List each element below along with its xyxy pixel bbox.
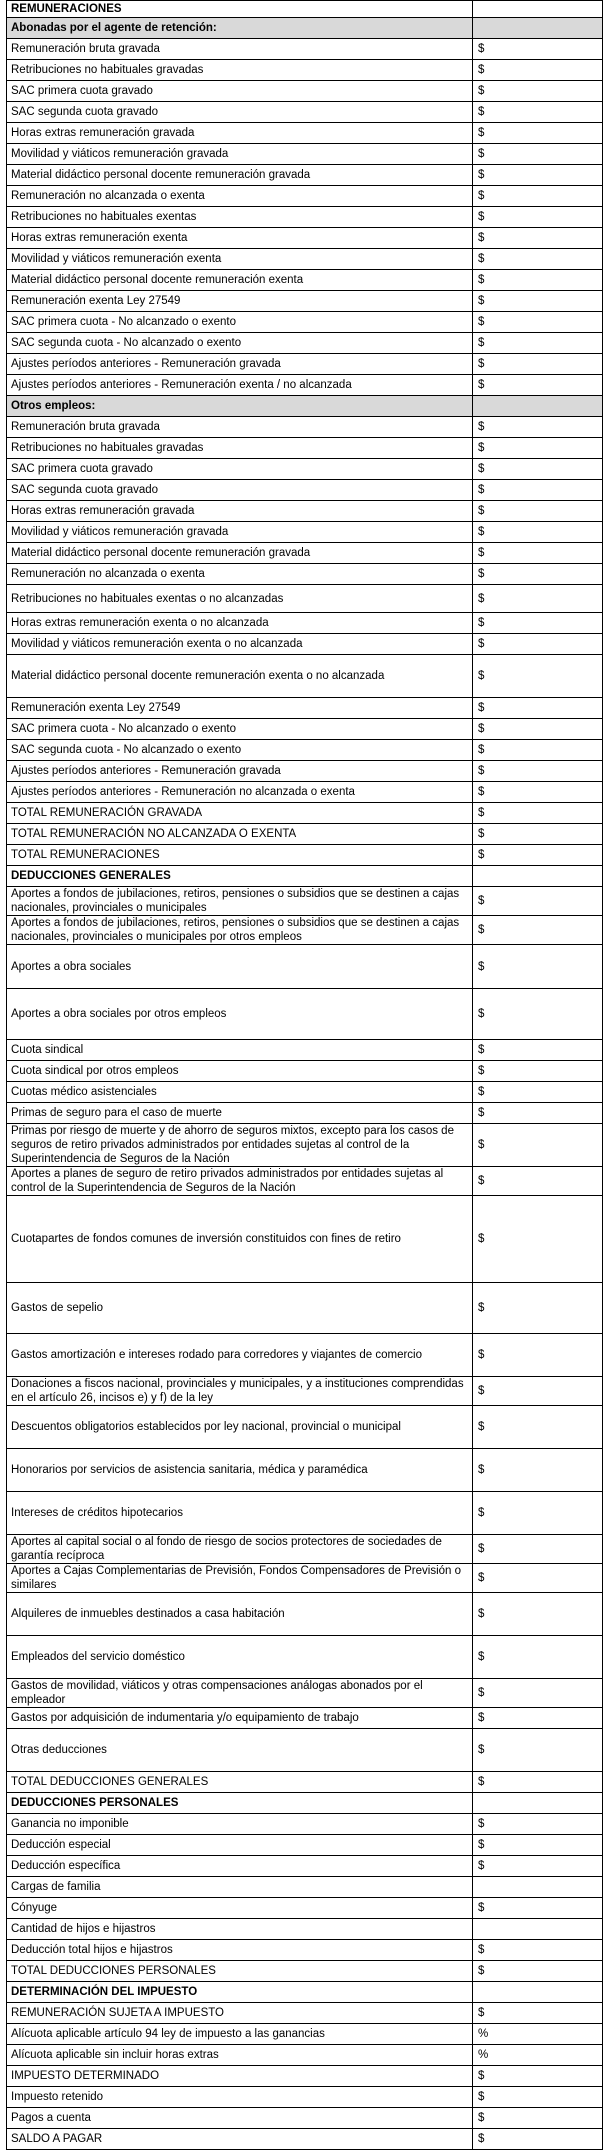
row-label: TOTAL REMUNERACIÓN NO ALCANZADA O EXENTA — [7, 824, 473, 845]
row-label: Retribuciones no habituales exentas o no alcanzadas — [7, 585, 473, 613]
row-label: Honorarios por servicios de asistencia sanitaria, médica y paramédica — [7, 1449, 473, 1492]
value-field[interactable]: $ — [473, 228, 603, 249]
value-field[interactable]: $ — [473, 1040, 603, 1061]
value-field[interactable]: $ — [473, 1196, 603, 1283]
table-row — [7, 522, 603, 543]
value-field[interactable]: $ — [473, 39, 603, 60]
row-label: SAC primera cuota gravado — [7, 459, 473, 480]
value-field[interactable]: $ — [473, 1082, 603, 1103]
row-label: SAC primera cuota gravado — [7, 81, 473, 102]
table-row — [7, 1919, 603, 1940]
row-label: Remuneración exenta Ley 27549 — [7, 698, 473, 719]
section-header-deducciones-personales — [7, 1793, 603, 1814]
table-row — [7, 1898, 603, 1919]
row-label: Movilidad y viáticos remuneración exenta — [7, 249, 473, 270]
row-label: Remuneración no alcanzada o exenta — [7, 186, 473, 207]
table-row — [7, 803, 603, 824]
value-field[interactable]: $ — [473, 2108, 603, 2129]
table-row — [7, 1636, 603, 1679]
row-label: Pagos a cuenta — [7, 2108, 473, 2129]
table-row — [7, 39, 603, 60]
value-field[interactable]: $ — [473, 1729, 603, 1772]
row-label: Gastos por adquisición de indumentaria y/o equipamiento de trabajo — [7, 1708, 473, 1729]
value-field[interactable]: $ — [473, 1334, 603, 1377]
table-row — [7, 585, 603, 613]
table-row — [7, 2045, 603, 2066]
row-label: Impuesto retenido — [7, 2087, 473, 2108]
table-row — [7, 1877, 603, 1898]
table-row — [7, 761, 603, 782]
row-label: Alícuota aplicable sin incluir horas extras — [7, 2045, 473, 2066]
value-field[interactable]: $ — [473, 1535, 603, 1564]
table-row — [7, 501, 603, 522]
value-field[interactable]: $ — [473, 438, 603, 459]
value-field[interactable]: $ — [473, 144, 603, 165]
row-label: Movilidad y viáticos remuneración gravada — [7, 522, 473, 543]
table-row — [7, 333, 603, 354]
row-label: Gastos amortización e intereses rodado para corredores y viajantes de comercio — [7, 1334, 473, 1377]
row-label: Abonadas por el agente de retención: — [7, 18, 473, 39]
empty-cell — [473, 1, 603, 18]
table-row — [7, 249, 603, 270]
value-field[interactable]: $ — [473, 1406, 603, 1449]
row-label: SAC segunda cuota - No alcanzado o exento — [7, 333, 473, 354]
value-field[interactable]: $ — [473, 1167, 603, 1196]
row-label: Descuentos obligatorios establecidos por ley nacional, provincial o municipal — [7, 1406, 473, 1449]
table-row — [7, 459, 603, 480]
value-field[interactable]: $ — [473, 564, 603, 585]
row-label: Remuneración no alcanzada o exenta — [7, 564, 473, 585]
row-label: Otras deducciones — [7, 1729, 473, 1772]
value-field[interactable]: $ — [473, 60, 603, 81]
row-label: Ajustes períodos anteriores - Remuneración gravada — [7, 354, 473, 375]
table-row — [7, 2087, 603, 2108]
table-row — [7, 1124, 603, 1167]
table-row — [7, 655, 603, 698]
table-row — [7, 782, 603, 803]
table-row — [7, 2066, 603, 2087]
row-label: Horas extras remuneración gravada — [7, 501, 473, 522]
row-label: Aportes a planes de seguro de retiro privados administrados por entidades sujetas al control de la Superintendencia de Seguros de la Nación — [7, 1167, 473, 1196]
row-label: Gastos de sepelio — [7, 1283, 473, 1334]
row-label: Ajustes períodos anteriores - Remuneración exenta / no alcanzada — [7, 375, 473, 396]
value-field[interactable]: $ — [473, 102, 603, 123]
table-row — [7, 102, 603, 123]
row-label: Remuneración exenta Ley 27549 — [7, 291, 473, 312]
table-row — [7, 1729, 603, 1772]
table-row — [7, 207, 603, 228]
row-label: Deducción específica — [7, 1856, 473, 1877]
table-row — [7, 1492, 603, 1535]
row-label: Ajustes períodos anteriores - Remuneración gravada — [7, 761, 473, 782]
value-field[interactable] — [473, 1877, 603, 1898]
value-field[interactable]: % — [473, 2045, 603, 2066]
table-row — [7, 1334, 603, 1377]
row-label: DEDUCCIONES PERSONALES — [7, 1793, 473, 1814]
value-field[interactable]: $ — [473, 312, 603, 333]
table-row — [7, 438, 603, 459]
row-label: IMPUESTO DETERMINADO — [7, 2066, 473, 2087]
value-field[interactable]: $ — [473, 887, 603, 916]
row-label: Ajustes períodos anteriores - Remuneración no alcanzada o exenta — [7, 782, 473, 803]
row-label: Movilidad y viáticos remuneración gravada — [7, 144, 473, 165]
row-label: Remuneración bruta gravada — [7, 39, 473, 60]
value-field[interactable]: $ — [473, 824, 603, 845]
value-field[interactable]: $ — [473, 655, 603, 698]
table-row — [7, 1835, 603, 1856]
table-row — [7, 845, 603, 866]
value-field[interactable]: $ — [473, 1961, 603, 1982]
value-field[interactable]: $ — [473, 945, 603, 989]
value-field[interactable]: $ — [473, 522, 603, 543]
table-row — [7, 1535, 603, 1564]
value-field[interactable]: $ — [473, 803, 603, 824]
value-field[interactable]: $ — [473, 1103, 603, 1124]
row-label: TOTAL DEDUCCIONES GENERALES — [7, 1772, 473, 1793]
row-label: Movilidad y viáticos remuneración exenta o no alcanzada — [7, 634, 473, 655]
row-label: SALDO A PAGAR — [7, 2129, 473, 2150]
row-label: Gastos de movilidad, viáticos y otras compensaciones análogas abonados por el empleador — [7, 1679, 473, 1708]
table-row — [7, 417, 603, 438]
empty-cell — [473, 396, 603, 417]
table-row — [7, 916, 603, 945]
table-row — [7, 2108, 603, 2129]
table-row — [7, 1167, 603, 1196]
empty-cell — [473, 866, 603, 887]
value-field[interactable]: $ — [473, 1593, 603, 1636]
value-field[interactable]: $ — [473, 480, 603, 501]
value-field[interactable]: $ — [473, 634, 603, 655]
value-field[interactable]: $ — [473, 417, 603, 438]
table-row — [7, 1679, 603, 1708]
row-label: Cuotas médico asistenciales — [7, 1082, 473, 1103]
table-row — [7, 719, 603, 740]
value-field[interactable]: $ — [473, 81, 603, 102]
value-field[interactable]: $ — [473, 501, 603, 522]
row-label: Cónyuge — [7, 1898, 473, 1919]
value-field[interactable]: $ — [473, 916, 603, 945]
row-label: Remuneración bruta gravada — [7, 417, 473, 438]
table-row — [7, 186, 603, 207]
table-row — [7, 1814, 603, 1835]
row-label: REMUNERACIONES — [7, 1, 473, 18]
row-label: Cantidad de hijos e hijastros — [7, 1919, 473, 1940]
value-field[interactable]: $ — [473, 1835, 603, 1856]
table-row — [7, 1196, 603, 1283]
value-field[interactable]: $ — [473, 459, 603, 480]
value-field[interactable]: $ — [473, 1772, 603, 1793]
value-field[interactable]: $ — [473, 207, 603, 228]
value-field[interactable]: % — [473, 2024, 603, 2045]
value-field[interactable]: $ — [473, 1940, 603, 1961]
value-field[interactable]: $ — [473, 1636, 603, 1679]
table-row — [7, 2003, 603, 2024]
row-label: Intereses de créditos hipotecarios — [7, 1492, 473, 1535]
table-row — [7, 354, 603, 375]
value-field[interactable]: $ — [473, 2087, 603, 2108]
value-field[interactable]: $ — [473, 1377, 603, 1406]
table-row — [7, 81, 603, 102]
row-label: TOTAL REMUNERACIÓN GRAVADA — [7, 803, 473, 824]
empty-cell — [473, 1793, 603, 1814]
table-row — [7, 1377, 603, 1406]
table-row — [7, 165, 603, 186]
row-label: Deducción especial — [7, 1835, 473, 1856]
table-row — [7, 740, 603, 761]
value-field[interactable]: $ — [473, 1124, 603, 1167]
table-row — [7, 2024, 603, 2045]
row-label: TOTAL DEDUCCIONES PERSONALES — [7, 1961, 473, 1982]
value-field[interactable]: $ — [473, 585, 603, 613]
section-header-remuneraciones — [7, 1, 603, 18]
row-label: Horas extras remuneración gravada — [7, 123, 473, 144]
value-field[interactable]: $ — [473, 761, 603, 782]
table-row — [7, 312, 603, 333]
table-row — [7, 123, 603, 144]
row-label: Deducción total hijos e hijastros — [7, 1940, 473, 1961]
value-field[interactable]: $ — [473, 613, 603, 634]
value-field[interactable]: $ — [473, 2003, 603, 2024]
table-row — [7, 634, 603, 655]
value-field[interactable]: $ — [473, 186, 603, 207]
table-row — [7, 1449, 603, 1492]
value-field[interactable]: $ — [473, 354, 603, 375]
table-row — [7, 144, 603, 165]
table-row — [7, 989, 603, 1040]
table-row — [7, 945, 603, 989]
table-row — [7, 564, 603, 585]
table-row — [7, 1061, 603, 1082]
value-field[interactable]: $ — [473, 782, 603, 803]
row-label: Primas por riesgo de muerte y de ahorro de seguros mixtos, excepto para los casos de seguros de retiro privados administrados por entidades sujetas al control de la Superintendencia de Seguros de la Nación — [7, 1124, 473, 1167]
value-field[interactable]: $ — [473, 1856, 603, 1877]
row-label: Retribuciones no habituales exentas — [7, 207, 473, 228]
row-label: SAC segunda cuota gravado — [7, 480, 473, 501]
table-row — [7, 270, 603, 291]
value-field[interactable]: $ — [473, 1898, 603, 1919]
row-label: SAC primera cuota - No alcanzado o exento — [7, 312, 473, 333]
row-label: Material didáctico personal docente remuneración gravada — [7, 543, 473, 564]
row-label: Aportes a obra sociales — [7, 945, 473, 989]
value-field[interactable]: $ — [473, 1283, 603, 1334]
table-row — [7, 1772, 603, 1793]
value-field[interactable]: $ — [473, 291, 603, 312]
row-label: TOTAL REMUNERACIONES — [7, 845, 473, 866]
row-label: Retribuciones no habituales gravadas — [7, 60, 473, 81]
row-label: Retribuciones no habituales gravadas — [7, 438, 473, 459]
table-row — [7, 1856, 603, 1877]
table-row — [7, 1082, 603, 1103]
value-field[interactable]: $ — [473, 375, 603, 396]
table-row — [7, 698, 603, 719]
value-field[interactable]: $ — [473, 270, 603, 291]
value-field[interactable]: $ — [473, 1708, 603, 1729]
table-row — [7, 1406, 603, 1449]
row-label: Ganancia no imponible — [7, 1814, 473, 1835]
row-label: Horas extras remuneración exenta — [7, 228, 473, 249]
empty-cell — [473, 1982, 603, 2003]
table-row — [7, 1708, 603, 1729]
table-row — [7, 1564, 603, 1593]
value-field[interactable]: $ — [473, 1061, 603, 1082]
value-field[interactable]: $ — [473, 1564, 603, 1593]
table-row — [7, 480, 603, 501]
value-field[interactable]: $ — [473, 2066, 603, 2087]
table-row — [7, 1593, 603, 1636]
tax-form-table — [6, 0, 603, 2150]
row-label: Aportes a obra sociales por otros empleos — [7, 989, 473, 1040]
row-label: Donaciones a fiscos nacional, provinciales y municipales, y a instituciones comprendidas en el artículo 26, incisos e) y f) de la ley — [7, 1377, 473, 1406]
table-row — [7, 1040, 603, 1061]
section-header-otros-empleos — [7, 396, 603, 417]
row-label: Material didáctico personal docente remuneración exenta — [7, 270, 473, 291]
row-label: Alícuota aplicable artículo 94 ley de impuesto a las ganancias — [7, 2024, 473, 2045]
table-row — [7, 60, 603, 81]
table-row — [7, 228, 603, 249]
value-field[interactable]: $ — [473, 249, 603, 270]
value-field[interactable]: $ — [473, 1679, 603, 1708]
value-field[interactable]: $ — [473, 165, 603, 186]
table-row — [7, 1103, 603, 1124]
section-header-abonadas-por-el-agente-de-retencion — [7, 18, 603, 39]
value-field[interactable]: $ — [473, 740, 603, 761]
value-field[interactable]: $ — [473, 719, 603, 740]
row-label: SAC primera cuota - No alcanzado o exento — [7, 719, 473, 740]
value-field[interactable]: $ — [473, 989, 603, 1040]
section-header-determinacion-del-impuesto — [7, 1982, 603, 2003]
table-row — [7, 1283, 603, 1334]
row-label: Aportes a fondos de jubilaciones, retiros, pensiones o subsidios que se destinen a cajas nacionales, provinciales o municipales por otros empleos — [7, 916, 473, 945]
row-label: Alquileres de inmuebles destinados a casa habitación — [7, 1593, 473, 1636]
row-label: Material didáctico personal docente remuneración gravada — [7, 165, 473, 186]
row-label: Horas extras remuneración exenta o no alcanzada — [7, 613, 473, 634]
table-row — [7, 291, 603, 312]
value-field[interactable]: $ — [473, 698, 603, 719]
row-label: SAC segunda cuota - No alcanzado o exento — [7, 740, 473, 761]
value-field[interactable]: $ — [473, 123, 603, 144]
value-field[interactable]: $ — [473, 543, 603, 564]
table-row — [7, 1940, 603, 1961]
row-label: Cuotapartes de fondos comunes de inversión constituidos con fines de retiro — [7, 1196, 473, 1283]
row-label: DEDUCCIONES GENERALES — [7, 866, 473, 887]
section-header-deducciones-generales — [7, 866, 603, 887]
row-label: REMUNERACIÓN SUJETA A IMPUESTO — [7, 2003, 473, 2024]
row-label: DETERMINACIÓN DEL IMPUESTO — [7, 1982, 473, 2003]
value-field[interactable]: $ — [473, 2129, 603, 2150]
table-row — [7, 824, 603, 845]
table-row — [7, 2129, 603, 2150]
row-label: Cuota sindical por otros empleos — [7, 1061, 473, 1082]
row-label: Aportes a Cajas Complementarias de Previsión, Fondos Compensadores de Previsión o similares — [7, 1564, 473, 1593]
value-field[interactable]: $ — [473, 1449, 603, 1492]
value-field[interactable] — [473, 1919, 603, 1940]
value-field[interactable]: $ — [473, 1814, 603, 1835]
value-field[interactable]: $ — [473, 845, 603, 866]
table-row — [7, 1961, 603, 1982]
value-field[interactable]: $ — [473, 1492, 603, 1535]
row-label: Aportes al capital social o al fondo de riesgo de socios protectores de sociedades de garantía recíproca — [7, 1535, 473, 1564]
table-row — [7, 887, 603, 916]
row-label: Empleados del servicio doméstico — [7, 1636, 473, 1679]
row-label: Cuota sindical — [7, 1040, 473, 1061]
value-field[interactable]: $ — [473, 333, 603, 354]
row-label: Aportes a fondos de jubilaciones, retiros, pensiones o subsidios que se destinen a cajas nacionales, provinciales o municipales — [7, 887, 473, 916]
table-row — [7, 375, 603, 396]
empty-cell — [473, 18, 603, 39]
row-label: Primas de seguro para el caso de muerte — [7, 1103, 473, 1124]
table-row — [7, 613, 603, 634]
row-label: Otros empleos: — [7, 396, 473, 417]
row-label: Cargas de familia — [7, 1877, 473, 1898]
table-row — [7, 543, 603, 564]
row-label: SAC segunda cuota gravado — [7, 102, 473, 123]
row-label: Material didáctico personal docente remuneración exenta o no alcanzada — [7, 655, 473, 698]
